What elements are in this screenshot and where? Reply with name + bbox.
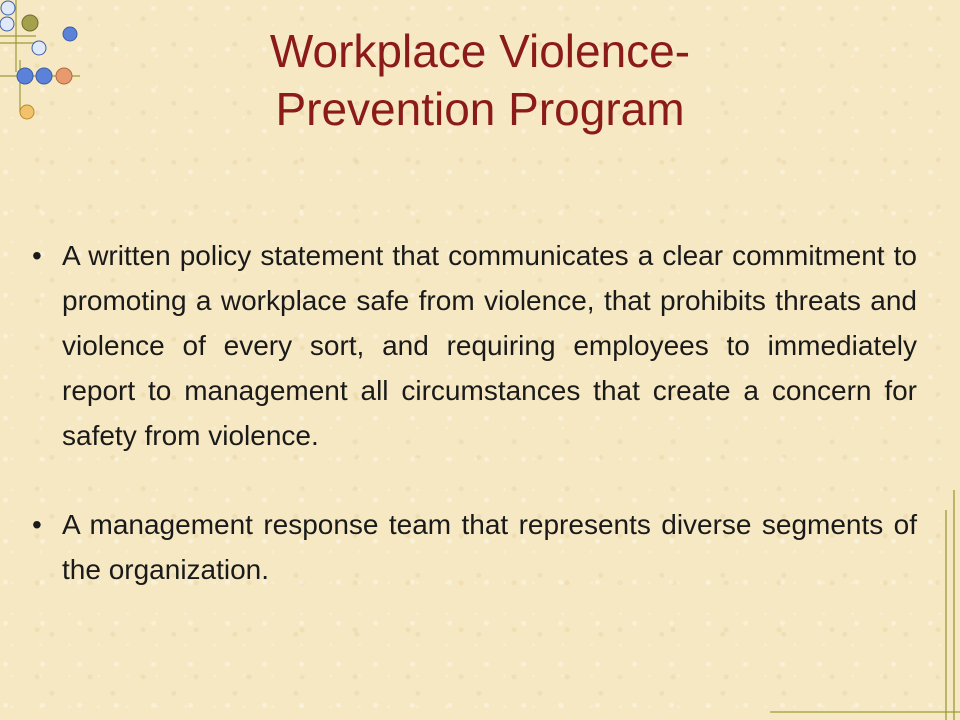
corner-lines-decoration — [770, 490, 960, 720]
bullet-text: A management response team that represents diverse segments of the organization. — [62, 509, 917, 585]
bullet-marker: • — [32, 509, 42, 540]
slide-title-line-1: Workplace Violence- — [269, 25, 691, 77]
bullet-marker: • — [32, 240, 42, 271]
slide-title — [110, 22, 850, 138]
slide-title-line-2: Prevention Program — [275, 83, 685, 135]
circles-decoration — [0, 0, 120, 130]
bullet-text: A written policy statement that communicates a clear commitment to promoting a workplace safe from violence, that prohibits threats and violence of every sort, and requiring employees to immediately report to management all circumstances that create a concern for safety from violence. — [62, 240, 917, 451]
bullet-item-policy-statement — [32, 233, 917, 458]
